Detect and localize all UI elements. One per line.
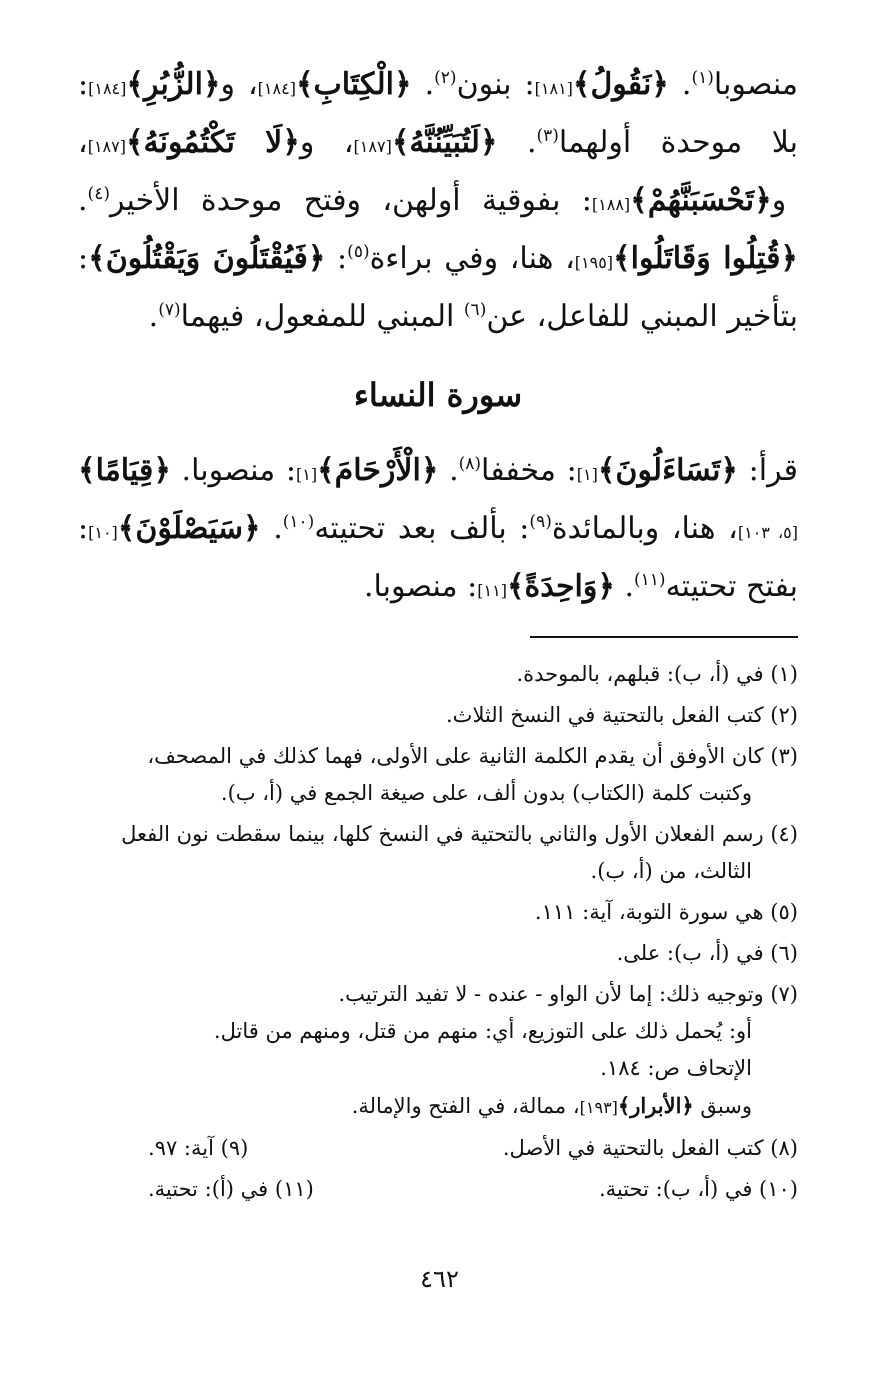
- footnote-item: (٨) كتب الفعل بالتحتية في الأصل.: [502, 1136, 798, 1160]
- footnote-marker: (٥): [347, 242, 370, 262]
- footnote-marker: (٨): [458, 454, 482, 474]
- footnote-marker: (٦): [463, 300, 487, 320]
- page-number: ٤٦٢: [420, 1265, 459, 1293]
- verse-ref: [١]: [576, 465, 598, 484]
- verse-ref: [١٨٤]: [257, 79, 296, 98]
- quran-word: ﴿فَيُقْتَلُونَ وَيَقْتُلُونَ﴾: [88, 241, 326, 276]
- quran-word: ﴿الْكِتَابِ﴾: [295, 67, 412, 102]
- verse-ref: [١٨٤]: [88, 79, 127, 98]
- footnote-row: [78, 1171, 798, 1208]
- text-run: : بفتح تحتيته: [78, 511, 798, 604]
- quran-word: ﴿قُتِلُوا وَقَاتَلُوا﴾: [613, 241, 798, 276]
- text-run: : بنون: [456, 67, 535, 102]
- footnote-item: [78, 816, 798, 890]
- footnote-item: (٥) هي سورة التوبة، آية: ١١١.: [534, 900, 798, 924]
- text-run: قرأ:: [738, 453, 799, 488]
- footnote-line: (٤) رسم الفعلان الأول والثاني بالتحتية في النسخ كلها، بينما سقطت نون الفعل: [121, 822, 798, 846]
- footnote-item: (٢) كتب الفعل بالتحتية في النسخ الثلاث.: [446, 703, 798, 727]
- quran-word: ﴿الأبرار﴾: [617, 1093, 694, 1118]
- text-run: ، ممالة، في الفتح والإمالة.: [351, 1094, 580, 1118]
- text-run: ، و: [220, 67, 258, 102]
- text-run: .: [438, 453, 459, 488]
- quran-word: ﴿نَقُولُ﴾: [572, 67, 669, 102]
- qiraat-paragraph-2: [78, 444, 798, 618]
- verse-ref: [١٠]: [88, 523, 118, 542]
- qiraat-paragraph-1: [78, 58, 798, 344]
- verse-ref: [١٨١]: [534, 79, 573, 98]
- verse-ref: [١٨٨]: [591, 195, 631, 214]
- footnotes-list: [78, 656, 798, 1208]
- footnote-marker: (٤): [87, 184, 110, 204]
- footnote-item: [78, 976, 798, 1126]
- text-run: : منصوبا.: [170, 453, 296, 488]
- verse-ref: [٥، ١٠٣]: [737, 523, 799, 542]
- footnote-marker: (٢): [434, 68, 457, 88]
- footnote-item: (٩) آية: ٩٧.: [148, 1136, 249, 1160]
- footnote-item: (١٠) في (أ، ب): تحتية.: [598, 1177, 798, 1201]
- text-run: المبني للمفعول، فيهما: [180, 299, 464, 334]
- quran-word: ﴿تَسَاءَلُونَ﴾: [597, 453, 739, 488]
- footnote-item: (٦) في (أ، ب): على.: [616, 941, 798, 965]
- footnote-line: أو: يُحمل ذلك على التوزيع، أي: منهم من قتل، ومنهم من قاتل.: [213, 1019, 752, 1043]
- text-run: ، و: [299, 125, 354, 160]
- footnote-marker: (٩): [529, 512, 552, 532]
- text-run: .: [148, 299, 159, 334]
- text-run: : منصوبا.: [363, 569, 478, 604]
- quran-word: ﴿الزُّبُرِ﴾: [126, 67, 221, 102]
- text-run: ، هنا، وفي براءة: [369, 241, 575, 276]
- text-run: .: [497, 125, 537, 160]
- text-run: : بلا موحدة أولهما: [78, 67, 798, 160]
- quran-word: ﴿لَا تَكْتُمُونَهُ﴾: [125, 125, 300, 160]
- footnote-pair: [78, 1171, 798, 1208]
- text-run: .: [614, 569, 635, 604]
- quran-word: ﴿لَتُبَيِّنُنَّهُ﴾: [391, 125, 498, 160]
- footnote-line: وكتبت كلمة (الكتاب) بدون ألف، على صيغة الجمع في (أ، ب).: [220, 781, 752, 805]
- verse-ref: [١٩٣]: [579, 1098, 618, 1117]
- footnote-line: الثالث، من (أ، ب).: [590, 859, 752, 883]
- footnote-divider: [530, 636, 798, 638]
- verse-ref: [١]: [295, 465, 318, 484]
- text-run: : مخففا: [481, 453, 577, 488]
- book-page: [78, 58, 798, 1358]
- footnote-item: (١) في (أ، ب): قبلهم، بالموحدة.: [516, 662, 798, 686]
- text-run: : بفوقية أولهن، وفتح موحدة الأخير: [109, 183, 592, 218]
- footnote-item: [78, 738, 798, 812]
- quran-word: ﴿سَيَصْلَوْنَ﴾: [117, 511, 261, 546]
- footnote-marker: (٧): [158, 300, 181, 320]
- text-run: ، هنا، وبالمائدة: [551, 511, 738, 546]
- footnote-marker: (٣): [536, 126, 559, 146]
- text-run: :: [325, 241, 348, 276]
- footnote-marker: (١٠): [282, 512, 315, 532]
- verse-ref: [١٨٧]: [353, 137, 392, 156]
- quran-word: ﴿قِيَامًا﴾: [78, 453, 171, 488]
- footnote-row: [78, 1130, 798, 1167]
- footnote-line: (٧) وتوجيه ذلك: إما لأن الواو - عنده - لا تفيد الترتيب.: [338, 982, 798, 1006]
- footnote-item: (١١) في (أ): تحتية.: [148, 1177, 314, 1201]
- text-run: .: [668, 67, 692, 102]
- text-run: وسبق: [693, 1094, 752, 1118]
- footnote-line: [78, 1087, 798, 1126]
- footnote-marker: (١): [691, 68, 714, 88]
- verse-ref: [١١]: [477, 581, 507, 600]
- text-run: ، و: [78, 125, 787, 218]
- quran-word: ﴿الْأَرْحَامَ﴾: [317, 453, 439, 488]
- verse-ref: [١٩٥]: [574, 253, 614, 272]
- text-run: .: [411, 67, 435, 102]
- footnote-pair: [78, 1130, 798, 1167]
- footnote-line: (٣) كان الأوفق أن يقدم الكلمة الثانية على الأولى، فهما كذلك في المصحف،: [147, 744, 798, 768]
- footnote-line: الإتحاف ص: ١٨٤.: [600, 1056, 752, 1080]
- quran-word: ﴿وَاحِدَةً﴾: [506, 569, 615, 604]
- quran-word: ﴿تَحْسَبَنَّهُمْ﴾: [630, 183, 772, 218]
- verse-ref: [١٨٧]: [87, 137, 126, 156]
- footnote-marker: (١١): [634, 570, 666, 590]
- surah-title: سورة النساء: [353, 376, 523, 414]
- text-run: : بألف بعد تحتيته: [314, 511, 530, 546]
- text-run: .: [260, 511, 283, 546]
- text-run: .: [78, 183, 88, 218]
- text-run: منصوبا: [713, 67, 798, 102]
- text-run: : بتأخير المبني للفاعل، عن: [78, 241, 798, 334]
